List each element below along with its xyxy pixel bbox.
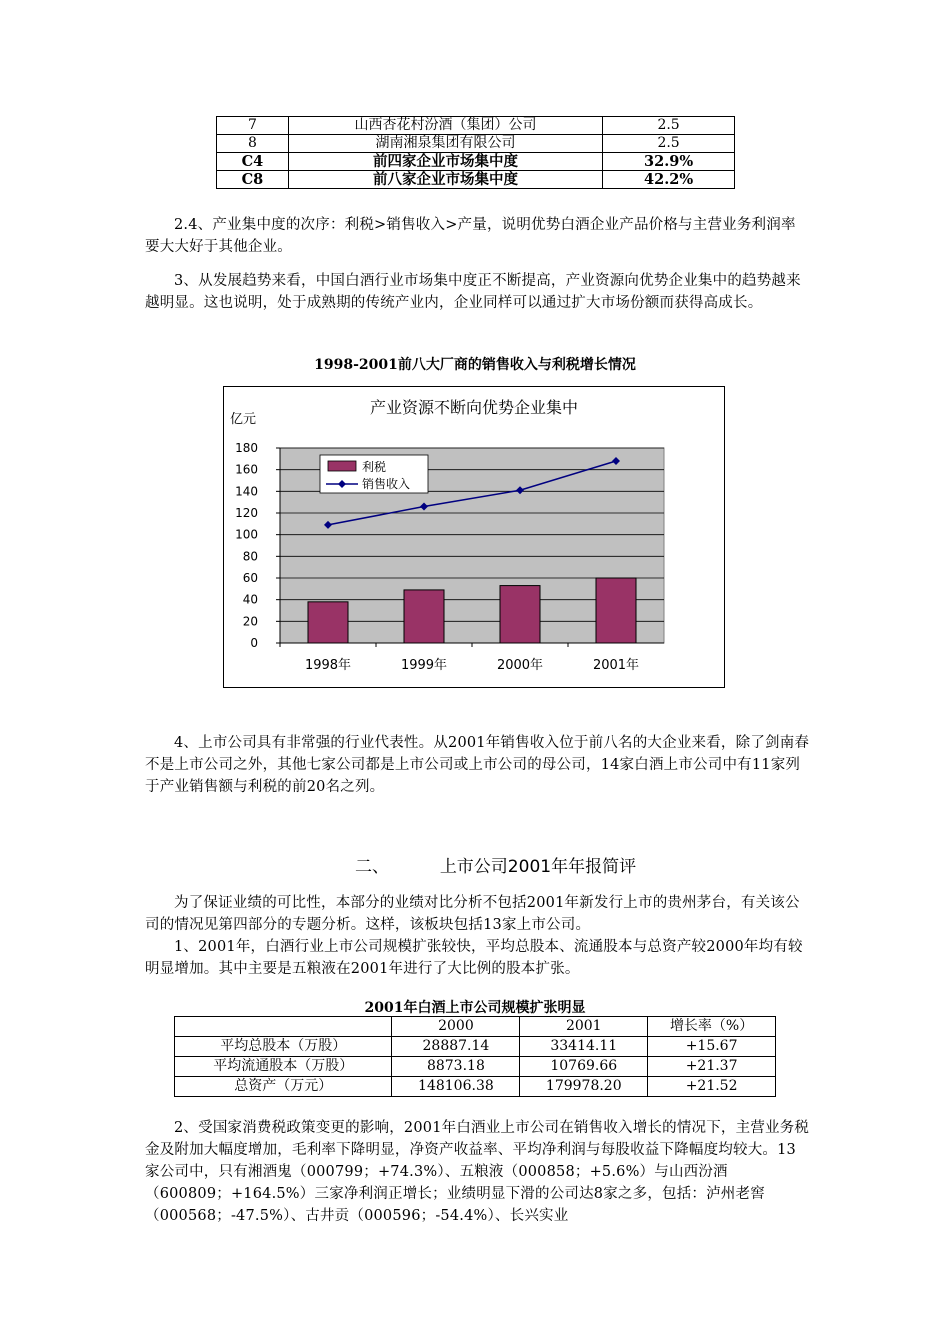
x-tick-label: 1998年 [304, 658, 352, 673]
share-value: 32.9% [603, 153, 735, 171]
legend-label: 利税 [362, 460, 387, 474]
row-label: 总资产（万元） [175, 1077, 392, 1097]
table-row [217, 153, 735, 171]
table-row [217, 171, 735, 189]
table-row [175, 1057, 776, 1077]
table-cell: 10769.66 [520, 1057, 648, 1077]
table-row [217, 135, 735, 153]
y-tick-label: 160 [235, 462, 258, 477]
company-name: 前八家企业市场集中度 [288, 171, 602, 189]
share-value: 2.5 [603, 117, 735, 135]
table-cell: 8873.18 [392, 1057, 520, 1077]
table-cell: +21.37 [648, 1057, 776, 1077]
paragraph-trend: 3、从发展趋势来看，中国白酒行业市场集中度正不断提高，产业资源向优势企业集中的趋势越来越明显。这也说明，处于成熟期的传统产业内，企业同样可以通过扩大市场份额而获得高成长。 [145, 273, 801, 311]
chart-frame [223, 386, 725, 688]
company-name: 湖南湘泉集团有限公司 [288, 135, 602, 153]
y-tick-label: 140 [235, 484, 258, 499]
x-tick-label: 2001年 [592, 658, 640, 673]
paragraph-scale-expansion: 1、2001年，白酒行业上市公司规模扩张较快，平均总股本、流通股本与总资产较2000年均有较明显增加。其中主要是五粮液在2001年进行了大比例的股本扩张。 [145, 939, 803, 977]
chart [224, 387, 724, 687]
section-number: 二、 [355, 857, 389, 877]
paragraph-tax-impact: 2、受国家消费税政策变更的影响，2001年白酒业上市公司在销售收入增长的情况下，主营业务税金及附加大幅度增加，毛利率下降明显，净资产收益率、平均净利润与每股收益下降幅度均较大。13家公司中，只有湘酒鬼（000799；+74.3%）、五粮液（000858；+5.6%）与山西汾酒（600809；+164.5%）三家净利润正增长；业绩明显下滑的公司达8家之多，包括：泸州老窖（000568；-47.5%）、古井贡（000596；-54.4%）、长兴实业 [145, 1120, 810, 1224]
paragraph-listed-companies: 4、上市公司具有非常强的行业代表性。从2001年销售收入位于前八名的大企业来看，除了剑南春不是上市公司之外，其他七家公司都是上市公司或上市公司的母公司，14家白酒上市公司中有11家列于产业销售额与利税的前20名之列。 [145, 735, 810, 795]
row-label: 平均流通股本（万股） [175, 1057, 392, 1077]
scale-table [174, 1016, 776, 1097]
header-cell: 2000 [392, 1017, 520, 1037]
table-cell: 28887.14 [392, 1037, 520, 1057]
header-cell: 增长率（%） [648, 1017, 776, 1037]
row-label: 平均总股本（万股） [175, 1037, 392, 1057]
rank-idx: C4 [217, 153, 289, 171]
table-cell: +21.52 [648, 1077, 776, 1097]
y-tick-label: 80 [242, 549, 258, 564]
y-tick-label: 40 [242, 592, 258, 607]
company-name: 前四家企业市场集中度 [288, 153, 602, 171]
table-row [217, 117, 735, 135]
x-tick-label: 1999年 [400, 658, 448, 673]
table-cell: 179978.20 [520, 1077, 648, 1097]
x-tick-label: 2000年 [496, 658, 544, 673]
scale-table-title: 2001年白酒上市公司规模扩张明显 [364, 1000, 586, 1016]
legend-swatch-bar [328, 461, 356, 471]
y-tick-label: 180 [235, 441, 258, 455]
bar-利税 [308, 602, 348, 643]
table-row [175, 1037, 776, 1057]
bar-利税 [500, 586, 540, 643]
section-title: 上市公司2001年年报简评 [439, 857, 637, 877]
y-tick-label: 0 [250, 636, 258, 650]
y-tick-label: 20 [242, 614, 258, 629]
paragraph-comparability: 为了保证业绩的可比性，本部分的业绩对比分析不包括2001年新发行上市的贵州茅台，有关该公司的情况见第四部分的专题分析。这样，该板块包括13家上市公司。 [145, 895, 800, 933]
paragraph-concentration-order: 2.4、产业集中度的次序：利税>销售收入>产量，说明优势白酒企业产品价格与主营业务利润率要大大好于其他企业。 [145, 217, 796, 255]
table-header-row [175, 1017, 776, 1037]
table-row [175, 1077, 776, 1097]
chart-title: 产业资源不断向优势企业集中 [369, 398, 579, 417]
section-heading [355, 852, 636, 877]
rank-idx: C8 [217, 171, 289, 189]
rank-table [216, 116, 735, 189]
y-axis-label: 亿元 [230, 412, 257, 427]
legend-label: 销售收入 [362, 477, 411, 491]
rank-idx: 8 [217, 135, 289, 153]
y-tick-label: 60 [242, 571, 258, 585]
company-name: 山西杏花村汾酒（集团）公司 [288, 117, 602, 135]
share-value: 42.2% [603, 171, 735, 189]
table-cell: +15.67 [648, 1037, 776, 1057]
rank-idx: 7 [217, 117, 289, 135]
bar-利税 [404, 590, 444, 643]
y-tick-label: 120 [235, 506, 258, 520]
header-cell: 2001 [520, 1017, 648, 1037]
table-cell: 148106.38 [392, 1077, 520, 1097]
share-value: 2.5 [603, 135, 735, 153]
chart-caption: 1998-2001前八大厂商的销售收入与利税增长情况 [314, 357, 636, 373]
table-cell: 33414.11 [520, 1037, 648, 1057]
bar-利税 [596, 578, 636, 643]
y-tick-label: 100 [235, 527, 258, 542]
header-cell [175, 1017, 392, 1037]
